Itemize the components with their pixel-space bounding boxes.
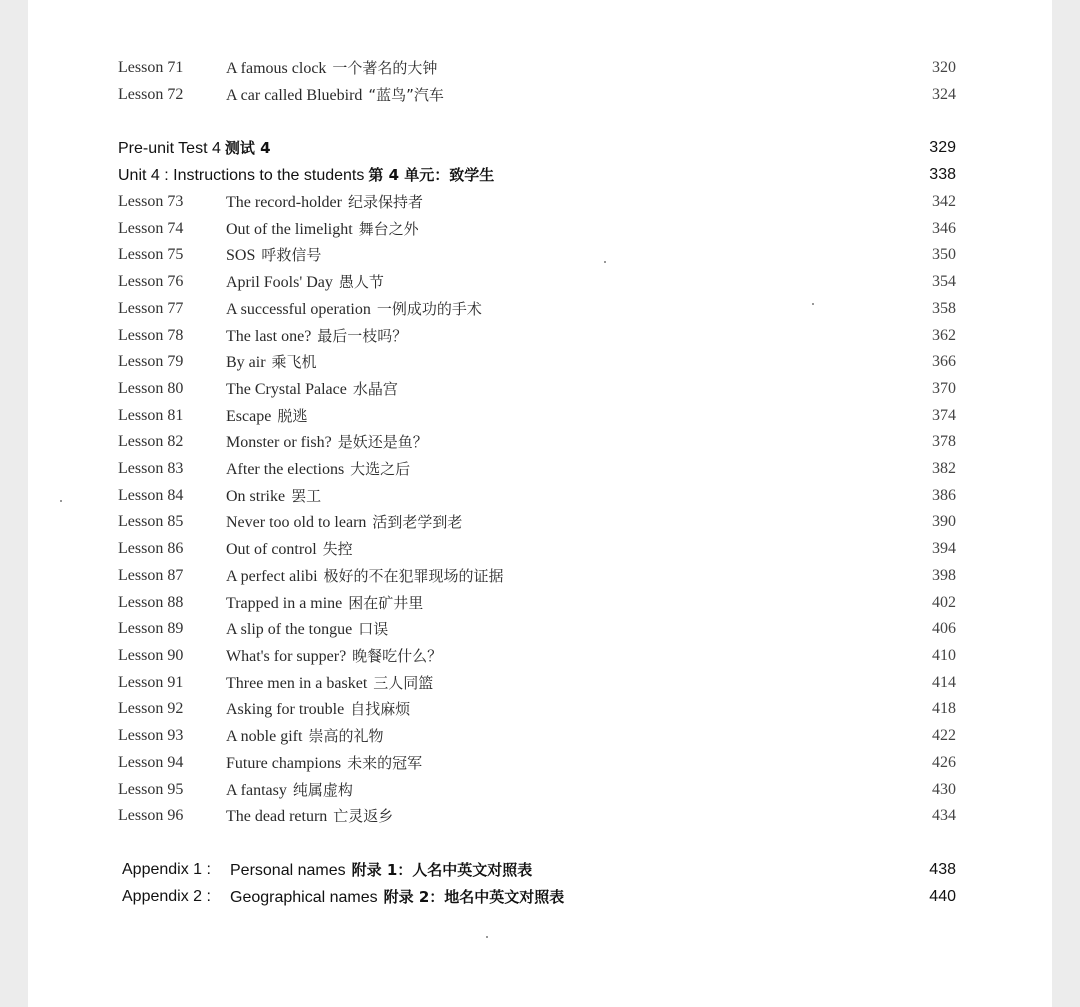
- toc-row-lesson-73[interactable]: [28, 189, 1052, 215]
- page-number: 426: [932, 754, 956, 771]
- lesson-number: Lesson 85: [118, 513, 184, 530]
- lesson-title-zh: 罢工: [291, 487, 322, 505]
- lesson-title: [226, 723, 383, 750]
- lesson-title-zh: 未来的冠军: [347, 754, 423, 772]
- page-number: 320: [932, 59, 956, 76]
- lesson-title-en: April Fools' Day: [226, 274, 333, 291]
- lesson-title-zh: 纯属虚构: [292, 781, 353, 799]
- lesson-title: [226, 616, 388, 643]
- lesson-title-zh: 纪录保持者: [347, 193, 423, 211]
- lesson-title-en: After the elections: [226, 461, 345, 478]
- lesson-title-en: Future champions: [226, 755, 342, 772]
- scan-speck: [60, 500, 62, 502]
- lesson-title: [226, 376, 398, 403]
- page-number: 398: [932, 567, 956, 584]
- appendix-title-zh: 附录 1：人名中英文对照表: [351, 861, 533, 879]
- toc-row-lesson-74[interactable]: [28, 216, 1052, 242]
- lesson-title-en: A slip of the tongue: [226, 621, 353, 638]
- lesson-title-zh: 最后一枝吗？: [317, 327, 408, 345]
- scan-speck: [486, 936, 488, 938]
- lesson-number: Lesson 74: [118, 220, 184, 237]
- page-number: 366: [932, 353, 956, 370]
- scan-speck: [604, 261, 606, 263]
- section-title-en: Pre-unit Test 4: [118, 140, 221, 157]
- lesson-title-zh: 崇高的礼物: [308, 727, 384, 745]
- page-number: 350: [932, 246, 956, 263]
- page-number: 346: [932, 220, 956, 237]
- lesson-title-en: Out of control: [226, 541, 317, 558]
- toc-row-lesson-78[interactable]: [28, 323, 1052, 349]
- lesson-title-zh: 三人同篮: [373, 674, 434, 692]
- toc-row-lesson-85[interactable]: [28, 509, 1052, 535]
- lesson-title: [226, 777, 353, 804]
- lesson-title-en: Trapped in a mine: [226, 595, 343, 612]
- lesson-title: [226, 242, 321, 269]
- lesson-title: [226, 82, 444, 109]
- page-number: 418: [932, 700, 956, 717]
- lesson-title-en: A noble gift: [226, 728, 303, 745]
- lesson-title: [226, 750, 422, 777]
- lesson-title-en: A fantasy: [226, 782, 287, 799]
- lesson-title: [226, 536, 353, 563]
- toc-row-lesson-72[interactable]: [28, 82, 1052, 108]
- lesson-number: Lesson 78: [118, 327, 184, 344]
- toc-row-lesson-93[interactable]: [28, 723, 1052, 749]
- lesson-title-zh: 活到老学到老: [372, 513, 463, 531]
- lesson-title-zh: 舞台之外: [358, 220, 419, 238]
- lesson-title-zh: 晚餐吃什么？: [352, 647, 443, 665]
- toc-row-lesson-83[interactable]: [28, 456, 1052, 482]
- page-number: 402: [932, 594, 956, 611]
- lesson-title: [226, 590, 423, 617]
- toc-row-appendix-2[interactable]: [28, 884, 1052, 910]
- section-title: [118, 162, 494, 189]
- lesson-number: Lesson 83: [118, 460, 184, 477]
- lesson-number: Lesson 93: [118, 727, 184, 744]
- page-number: 370: [932, 380, 956, 397]
- lesson-title-en: Monster or fish?: [226, 434, 332, 451]
- appendix-title: [230, 884, 564, 911]
- page-number: 390: [932, 513, 956, 530]
- lesson-title-en: The record-holder: [226, 194, 342, 211]
- page-number: 324: [932, 86, 956, 103]
- toc-row-lesson-86[interactable]: [28, 536, 1052, 562]
- lesson-number: Lesson 88: [118, 594, 184, 611]
- lesson-title-en: By air: [226, 354, 266, 371]
- lesson-title-zh: 大选之后: [350, 460, 411, 478]
- toc-row-unit-4[interactable]: [28, 162, 1052, 188]
- section-title-en: Unit 4 : Instructions to the students: [118, 167, 365, 184]
- lesson-title: [226, 216, 419, 243]
- section-title-zh: 第 4 单元：致学生: [368, 166, 495, 184]
- toc-row-lesson-77[interactable]: [28, 296, 1052, 322]
- appendix-title-en: Geographical names: [230, 889, 378, 906]
- lesson-title: [226, 803, 393, 830]
- lesson-number: Lesson 81: [118, 407, 184, 424]
- page-number: 329: [929, 139, 956, 156]
- lesson-title: [226, 55, 437, 82]
- lesson-title-en: On strike: [226, 488, 286, 505]
- lesson-title: [226, 456, 410, 483]
- appendix-number: Appendix 2 :: [122, 888, 211, 905]
- lesson-title: [226, 403, 307, 430]
- page-number: 422: [932, 727, 956, 744]
- toc-row-lesson-71[interactable]: [28, 55, 1052, 81]
- page-number: 374: [932, 407, 956, 424]
- lesson-title-en: Asking for trouble: [226, 701, 345, 718]
- appendix-title: [230, 857, 532, 884]
- page-number: 414: [932, 674, 956, 691]
- page-number: 440: [929, 888, 956, 905]
- lesson-number: Lesson 71: [118, 59, 184, 76]
- toc-row-appendix-1[interactable]: [28, 857, 1052, 883]
- lesson-title: [226, 563, 504, 590]
- lesson-number: Lesson 80: [118, 380, 184, 397]
- lesson-title-zh: 口误: [358, 620, 389, 638]
- lesson-title: [226, 509, 462, 536]
- toc-row-lesson-89[interactable]: [28, 616, 1052, 642]
- lesson-number: Lesson 77: [118, 300, 184, 317]
- toc-row-lesson-96[interactable]: [28, 803, 1052, 829]
- lesson-title-zh: 自找麻烦: [350, 700, 411, 718]
- lesson-number: Lesson 92: [118, 700, 184, 717]
- lesson-number: Lesson 95: [118, 781, 184, 798]
- book-page: [28, 0, 1052, 1007]
- lesson-number: Lesson 89: [118, 620, 184, 637]
- toc-row-lesson-76[interactable]: [28, 269, 1052, 295]
- lesson-title-zh: 失控: [322, 540, 353, 558]
- page-number: 386: [932, 487, 956, 504]
- lesson-number: Lesson 96: [118, 807, 184, 824]
- page-number: 410: [932, 647, 956, 664]
- lesson-number: Lesson 72: [118, 86, 184, 103]
- page-number: 354: [932, 273, 956, 290]
- toc-row-lesson-82[interactable]: [28, 429, 1052, 455]
- lesson-title-zh: 是妖还是鱼？: [337, 433, 428, 451]
- lesson-number: Lesson 79: [118, 353, 184, 370]
- lesson-title-en: Escape: [226, 408, 272, 425]
- lesson-title: [226, 323, 407, 350]
- lesson-title-zh: 一例成功的手术: [376, 300, 482, 318]
- lesson-number: Lesson 75: [118, 246, 184, 263]
- lesson-title-zh: 脱逃: [277, 407, 308, 425]
- toc-row-lesson-95[interactable]: [28, 777, 1052, 803]
- lesson-title: [226, 696, 410, 723]
- lesson-title-en: A perfect alibi: [226, 568, 318, 585]
- lesson-title-zh: 乘飞机: [271, 353, 317, 371]
- lesson-number: Lesson 73: [118, 193, 184, 210]
- lesson-title-zh: 愚人节: [338, 273, 384, 291]
- lesson-title-en: What's for supper?: [226, 648, 347, 665]
- lesson-number: Lesson 86: [118, 540, 184, 557]
- lesson-title-zh: 极好的不在犯罪现场的证据: [323, 567, 504, 585]
- toc-row-lesson-91[interactable]: [28, 670, 1052, 696]
- page-number: 362: [932, 327, 956, 344]
- page-number: 342: [932, 193, 956, 210]
- lesson-title: [226, 643, 442, 670]
- lesson-number: Lesson 87: [118, 567, 184, 584]
- lesson-title-en: A famous clock: [226, 60, 327, 77]
- lesson-title-zh: “蓝鸟”汽车: [368, 86, 444, 104]
- lesson-title: [226, 349, 317, 376]
- lesson-title-en: Never too old to learn: [226, 514, 367, 531]
- page-number: 382: [932, 460, 956, 477]
- page-number: 438: [929, 861, 956, 878]
- lesson-number: Lesson 91: [118, 674, 184, 691]
- page-number: 430: [932, 781, 956, 798]
- lesson-title-zh: 水晶宫: [352, 380, 398, 398]
- lesson-title-en: Three men in a basket: [226, 675, 368, 692]
- lesson-title-en: The dead return: [226, 808, 328, 825]
- lesson-title-en: A car called Bluebird: [226, 87, 363, 104]
- toc-row-lesson-84[interactable]: [28, 483, 1052, 509]
- lesson-title: [226, 296, 482, 323]
- lesson-title: [226, 429, 428, 456]
- lesson-title: [226, 670, 433, 697]
- section-title: [118, 135, 271, 162]
- toc-row-lesson-81[interactable]: [28, 403, 1052, 429]
- toc-row-lesson-79[interactable]: [28, 349, 1052, 375]
- lesson-number: Lesson 84: [118, 487, 184, 504]
- toc-row-lesson-88[interactable]: [28, 590, 1052, 616]
- lesson-title: [226, 483, 321, 510]
- toc-row-lesson-75[interactable]: [28, 242, 1052, 268]
- lesson-title-en: The last one?: [226, 328, 312, 345]
- toc-row-lesson-90[interactable]: [28, 643, 1052, 669]
- lesson-title-en: SOS: [226, 247, 256, 264]
- toc-row-lesson-87[interactable]: [28, 563, 1052, 589]
- section-title-zh: 测试 4: [224, 139, 271, 157]
- toc-row-pretest[interactable]: [28, 135, 1052, 161]
- lesson-title-zh: 一个著名的大钟: [332, 59, 438, 77]
- page-number: 434: [932, 807, 956, 824]
- page-number: 358: [932, 300, 956, 317]
- toc-row-lesson-80[interactable]: [28, 376, 1052, 402]
- lesson-number: Lesson 82: [118, 433, 184, 450]
- lesson-title-en: Out of the limelight: [226, 221, 353, 238]
- appendix-number: Appendix 1 :: [122, 861, 211, 878]
- toc-row-lesson-94[interactable]: [28, 750, 1052, 776]
- lesson-title-zh: 困在矿井里: [348, 594, 424, 612]
- page-number: 394: [932, 540, 956, 557]
- appendix-title-en: Personal names: [230, 862, 346, 879]
- lesson-title: [226, 269, 384, 296]
- page-number: 378: [932, 433, 956, 450]
- page-number: 338: [929, 166, 956, 183]
- appendix-title-zh: 附录 2：地名中英文对照表: [383, 888, 565, 906]
- scan-speck: [812, 303, 814, 305]
- lesson-number: Lesson 90: [118, 647, 184, 664]
- lesson-title-en: The Crystal Palace: [226, 381, 347, 398]
- lesson-number: Lesson 76: [118, 273, 184, 290]
- lesson-number: Lesson 94: [118, 754, 184, 771]
- lesson-title-en: A successful operation: [226, 301, 371, 318]
- lesson-title-zh: 呼救信号: [261, 246, 322, 264]
- lesson-title-zh: 亡灵返乡: [333, 807, 394, 825]
- page-number: 406: [932, 620, 956, 637]
- toc-row-lesson-92[interactable]: [28, 696, 1052, 722]
- lesson-title: [226, 189, 423, 216]
